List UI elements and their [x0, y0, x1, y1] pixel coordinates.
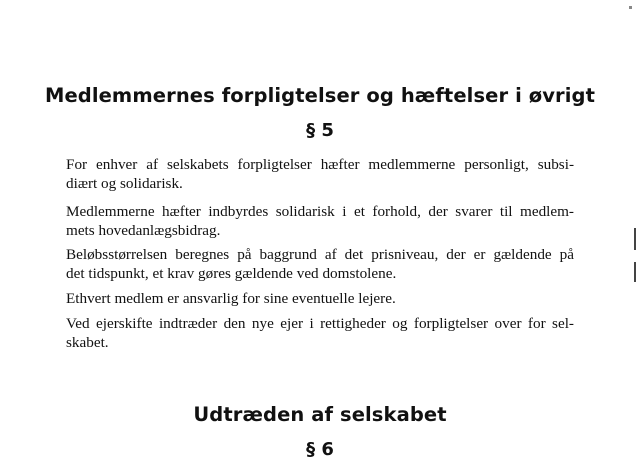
margin-mark-lower: [634, 262, 636, 282]
paragraph-line: Ethvert medlem er ansvarlig for sine eventuelle lejere.: [66, 290, 396, 307]
paragraph-line: Ved ejerskifte indtræder den nye ejer i rettigheder og forpligtelser over for sel-: [66, 315, 574, 332]
section-5-paragraph-1: [66, 155, 574, 193]
section-5-paragraph-2: [66, 202, 574, 240]
margin-mark-upper: [634, 228, 636, 250]
paragraph-line: For enhver af selskabets forpligtelser hæfter medlemmerne personligt, subsi-: [66, 156, 574, 173]
paragraph-line: Beløbsstørrelsen beregnes på baggrund af det prisniveau, der er gældende på: [66, 246, 574, 263]
section-5-paragraph-3: [66, 245, 574, 283]
paragraph-line: skabet.: [66, 334, 109, 351]
scan-artifact-dot: [629, 6, 632, 9]
paragraph-line: mets hovedanlægsbidrag.: [66, 222, 221, 239]
paragraph-line: Medlemmerne hæfter indbyrdes solidarisk i et forhold, der svarer til medlem-: [66, 203, 574, 220]
section-5-paragraph-4: [66, 289, 574, 308]
paragraph-line: det tidspunkt, et krav gøres gældende ved domstolene.: [66, 265, 397, 282]
section-6-heading: Udtræden af selskabet: [193, 403, 447, 426]
section-5-mark: § 5: [306, 120, 334, 141]
section-5-paragraph-5: [66, 314, 574, 352]
paragraph-line: diært og solidarisk.: [66, 175, 183, 192]
section-5-heading: Medlemmernes forpligtelser og hæftelser i øvrigt: [44, 84, 596, 107]
section-6-mark: § 6: [306, 439, 334, 460]
